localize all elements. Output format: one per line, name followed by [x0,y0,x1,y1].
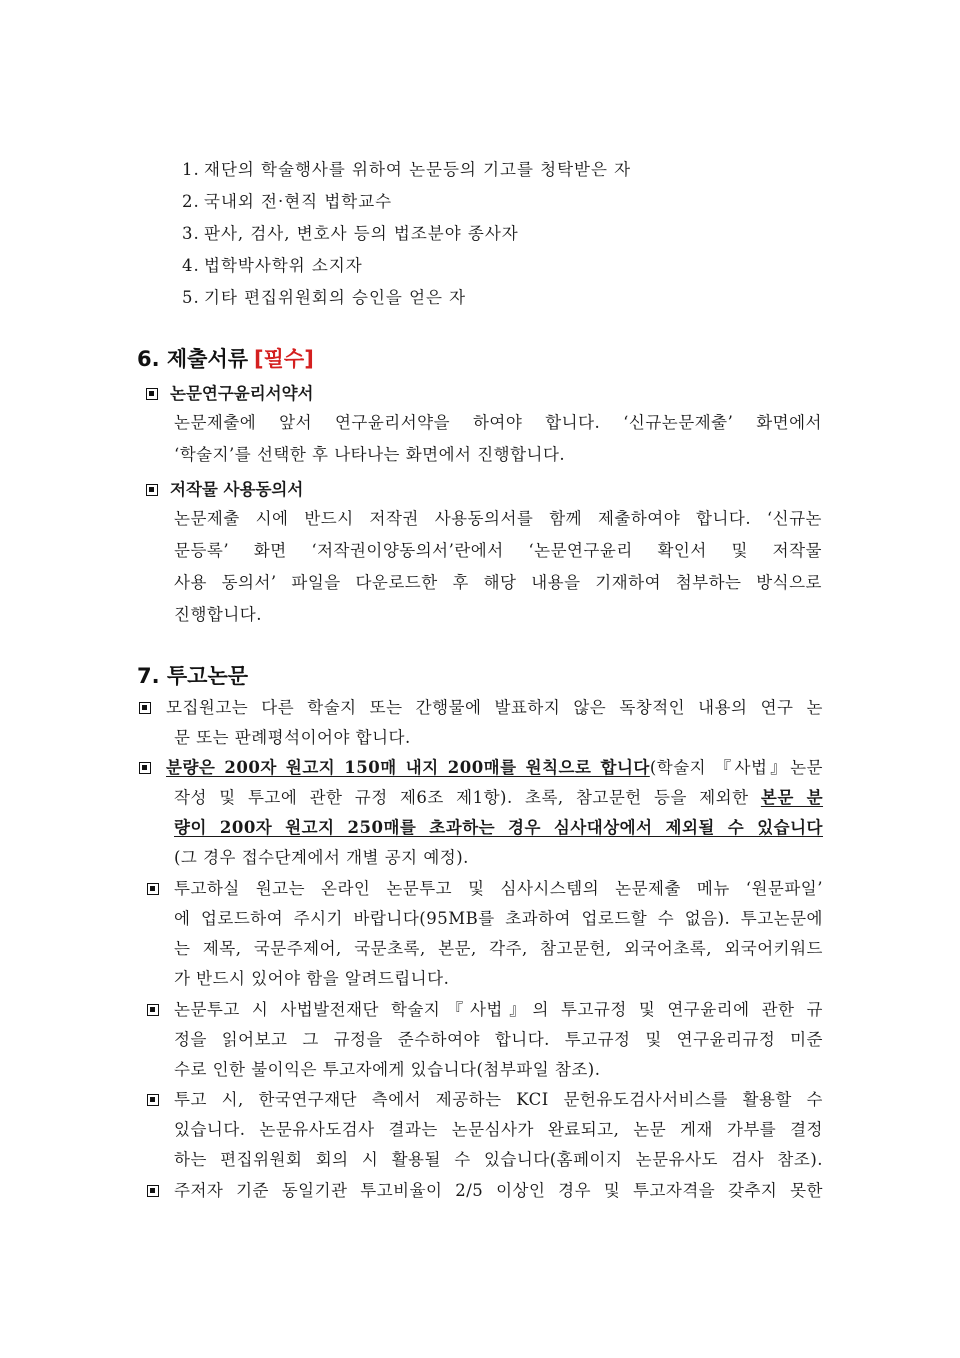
square-bullet-icon [139,702,151,714]
square-bullet-icon [147,883,159,895]
list-item: 주저자 기준 동일기관 투고비율이 2/5 이상인 경우 및 투고자격을 갖추지 못한 [147,1176,823,1206]
ethics-pledge-text: 논문제출에 앞서 연구윤리서약을 하여야 합니다. ‘신규논문제출’ 화면에서 ‘학술지’를 선택한 후 나타나는 화면에서 진행합니다. [174,413,822,464]
section-6-heading: 6. 제출서류 [필수] [137,347,314,371]
list-item: 투고하실 원고는 온라인 논문투고 및 심사시스템의 논문제출 메뉴 ‘원문파일’ 에 업로드하여 주시기 바랍니다(95MB를 초과하여 업로드할 수 없음). 투고논문에 는 제목, 국문주제어, 국문초록, 본문, 각주, 참고문헌, 외국어초록, 외국어키워드 가 반드시 있어야 함을 알려드립니다. [147,874,823,994]
copyright-consent-heading: 저작물 사용동의서 [146,476,303,500]
square-bullet-icon [147,1185,159,1197]
list-item: 모집원고는 다른 학술지 또는 간행물에 발표하지 않은 독창적인 내용의 연구 논 문 또는 판례평석이어야 합니다. [139,693,823,753]
square-bullet-icon [146,388,158,400]
ethics-pledge-heading: 논문연구윤리서약서 [146,380,313,404]
list-item: 논문투고 시 사법발전재단 학술지『사법』의 투고규정 및 연구윤리에 관한 규 정을 읽어보고 그 규정을 준수하여야 합니다. 투고규정 및 연구윤리규정 미준 수로 인한 불이익은 투고자에게 있습니다(첨부파일 참조). [147,995,823,1085]
section-7-heading: 7. 투고논문 [137,664,249,688]
list-item: 투고 시, 한국연구재단 측에서 제공하는 KCI 문헌유도검사서비스를 활용할 수 있습니다. 논문유사도검사 결과는 논문심사가 완료되고, 논문 게재 가부를 결정 하는 편집위원회 회의 시 활용될 수 있습니다(홈페이지 논문유사도 검사 참조). [147,1085,823,1175]
list-item: 3. 판사, 검사, 변호사 등의 법조분야 종사자 [182,224,519,243]
list-item: 2. 국내외 전·현직 법학교수 [182,192,393,211]
list-item: 5. 기타 편집위원회의 승인을 얻은 자 [182,288,467,307]
list-item: 분량은 200자 원고지 150매 내지 200매를 원칙으로 합니다(학술지 『사법』논문 작성 및 투고에 관한 규정 제6조 제1항). 초록, 참고문헌 등을 제외한 본문 분 량이 200자 원고지 250매를 초과하는 경우 심사대상에서 제외될 수 있습니다 (그 경우 접수단계에서 개별 공지 예정). [139,753,823,873]
square-bullet-icon [139,762,151,774]
list-item: 1. 재단의 학술행사를 위하여 논문등의 기고를 청탁받은 자 [182,160,632,179]
square-bullet-icon [147,1094,159,1106]
square-bullet-icon [146,484,158,496]
list-item: 4. 법학박사학위 소지자 [182,256,363,275]
required-badge: [필수] [254,347,314,371]
square-bullet-icon [147,1004,159,1016]
copyright-consent-text: 논문제출 시에 반드시 저작권 사용동의서를 함께 제출하여야 합니다. ‘신규논 문등록’ 화면 ‘저작권이양동의서’란에서 ‘논문연구윤리 확인서 및 저작물 사용 동의서’ 파일을 다운로드한 후 해당 내용을 기재하여 첨부하는 방식으로 진행합니다. [174,509,822,624]
eligibility-list [182,156,822,316]
